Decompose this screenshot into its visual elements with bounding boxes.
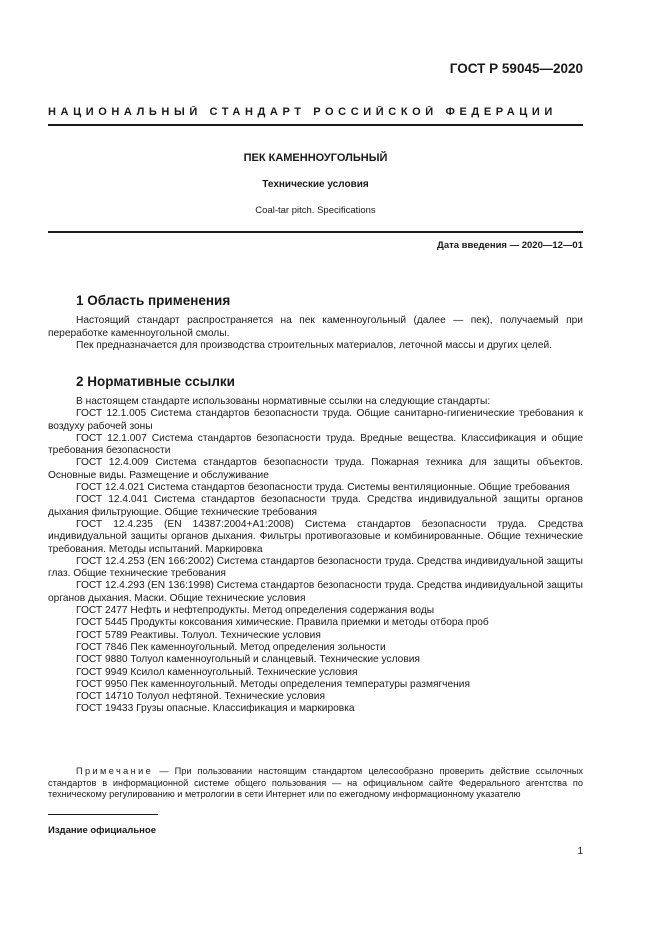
document-title: ПЕК КАМЕННОУГОЛЬНЫЙ bbox=[243, 152, 388, 164]
reference-item: ГОСТ 14710 Толуол нефтяной. Технические условия bbox=[76, 691, 326, 703]
reference-item: ГОСТ 2477 Нефть и нефтепродукты. Метод определения содержания воды bbox=[76, 605, 435, 617]
note-text: — При пользовании настоящим стандартом целесообразно проверить действие ссылочных стандартов в информационной системе общего пользования — на официальном сайте Федерального агентства по техническому регулированию и метрологии в сети Интернет или по ежегодному информационному указателю bbox=[48, 766, 583, 800]
note bbox=[48, 766, 583, 801]
paragraph: Пек предназначается для производства строительных материалов, леточной массы и других целей. bbox=[76, 340, 553, 352]
edition-label: Издание официальное bbox=[48, 825, 156, 836]
reference-item: ГОСТ 5445 Продукты коксования химические. Правила приемки и методы отбора проб bbox=[76, 617, 489, 629]
reference-item: ГОСТ 12.4.021 Система стандартов безопасности труда. Системы вентиляционные. Общие требования bbox=[76, 482, 570, 494]
national-standard-banner: НАЦИОНАЛЬНЫЙ СТАНДАРТ РОССИЙСКОЙ ФЕДЕРАЦИИ bbox=[48, 106, 557, 118]
document-number: ГОСТ Р 59045—2020 bbox=[449, 61, 583, 76]
reference-item: ГОСТ 19433 Грузы опасные. Классификация и маркировка bbox=[76, 703, 355, 715]
reference-item: ГОСТ 12.1.007 Система стандартов безопасности труда. Вредные вещества. Классификация и общие требования безопасности bbox=[48, 432, 583, 457]
note-label: Примечание bbox=[76, 766, 154, 776]
reference-item: ГОСТ 9950 Пек каменноугольный. Методы определения температуры размягчения bbox=[76, 678, 470, 690]
reference-item: ГОСТ 12.4.235 (EN 14387:2004+A1:2008) Система стандартов безопасности труда. Средства индивидуальной защиты органов дыхания. Фильтры противогазовые и комбинированные. Общие технические требования. Методы испытаний. Маркировка bbox=[48, 518, 583, 555]
reference-item: ГОСТ 5789 Реактивы. Толуол. Технические условия bbox=[76, 629, 321, 641]
reference-item: ГОСТ 12.4.041 Система стандартов безопасности труда. Средства индивидуальной защиты органов дыхания фильтрующие. Общие технические требования bbox=[48, 494, 583, 518]
section-normative-references bbox=[48, 374, 583, 716]
reference-item: ГОСТ 9949 Ксилол каменноугольный. Технические условия bbox=[76, 666, 358, 678]
reference-item: ГОСТ 12.4.253 (EN 166:2002) Система стандартов безопасности труда. Средства индивидуальной защиты глаз. Общие технические требования bbox=[48, 555, 583, 580]
document-subtitle: Технические условия bbox=[262, 179, 369, 190]
english-title: Coal-tar pitch. Specifications bbox=[255, 205, 376, 216]
section-heading: 2 Нормативные ссылки bbox=[76, 374, 235, 389]
section-scope bbox=[48, 293, 583, 353]
footer-rule bbox=[48, 814, 158, 815]
reference-item: ГОСТ 12.1.005 Система стандартов безопасности труда. Общие санитарно-гигиенические требования к воздуху рабочей зоны bbox=[48, 408, 583, 432]
paragraph: Настоящий стандарт распространяется на пек каменноугольный (далее — пек), получаемый при переработке каменноугольной смолы. bbox=[48, 315, 583, 339]
section-heading: 1 Область применения bbox=[76, 293, 231, 308]
paragraph: В настоящем стандарте использованы нормативные ссылки на следующие стандарты: bbox=[76, 396, 491, 407]
reference-item: ГОСТ 12.4.009 Система стандартов безопасности труда. Пожарная техника для защиты объектов. Основные виды. Размещение и обслуживание bbox=[48, 457, 583, 481]
reference-item: ГОСТ 12.4.293 (EN 136:1998) Система стандартов безопасности труда. Средства индивидуальной защиты органов дыхания. Маски. Общие технические условия bbox=[48, 580, 583, 604]
introduction-date: Дата введения — 2020—12—01 bbox=[437, 240, 583, 251]
top-rule bbox=[48, 124, 583, 126]
title-rule bbox=[48, 231, 583, 233]
reference-item: ГОСТ 7846 Пек каменноугольный. Метод определения зольности bbox=[76, 641, 386, 653]
page-number: 1 bbox=[577, 846, 583, 857]
reference-item: ГОСТ 9880 Толуол каменноугольный и сланцевый. Технические условия bbox=[76, 654, 420, 666]
